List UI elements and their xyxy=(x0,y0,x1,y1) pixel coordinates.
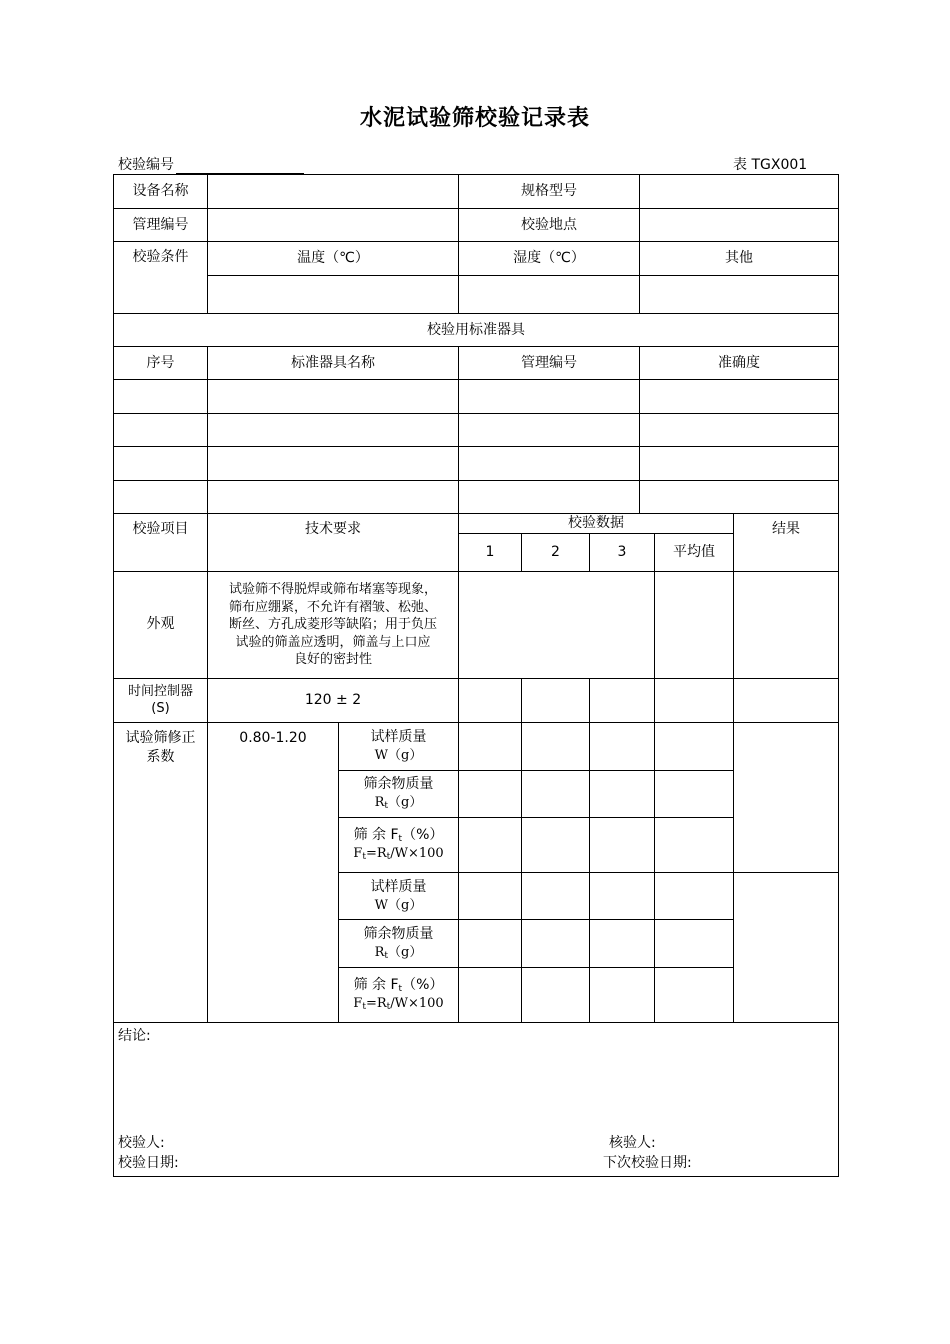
std-cell[interactable] xyxy=(459,447,640,481)
data-cell[interactable] xyxy=(590,817,655,872)
next-date-label: 下次校验日期: xyxy=(603,1154,692,1171)
appearance-data-field[interactable] xyxy=(459,571,655,678)
data-cell[interactable] xyxy=(522,770,590,817)
data-cell[interactable] xyxy=(590,919,655,967)
data-cell[interactable] xyxy=(590,872,655,919)
data-cell[interactable] xyxy=(522,967,590,1022)
date-label: 校验日期: xyxy=(118,1154,179,1171)
std-cell[interactable] xyxy=(208,447,459,481)
residue-formula: $F_t=R_t/W\times 100$ xyxy=(353,996,444,1013)
timer-cell-avg[interactable] xyxy=(655,678,734,722)
timer-requirement: 120 ± 2 xyxy=(208,678,459,722)
data-cell[interactable] xyxy=(522,919,590,967)
std-col-no: 序号 xyxy=(114,347,208,380)
data-col-2: 2 xyxy=(522,533,590,571)
item-label: 校验项目 xyxy=(114,514,208,572)
std-cell[interactable] xyxy=(640,414,839,447)
residue-mass-line2: $R_t(g)$ xyxy=(374,944,423,961)
residue-mass-label xyxy=(339,919,459,967)
std-cell[interactable] xyxy=(459,380,640,414)
conclusion-box[interactable] xyxy=(114,1022,839,1176)
appearance-line: 断丝、方孔成菱形等缺陷；用于负压 xyxy=(228,617,437,633)
appearance-label: 外观 xyxy=(114,571,208,678)
std-cell[interactable] xyxy=(208,380,459,414)
requirement-label: 技术要求 xyxy=(208,514,459,572)
residue-pct-label xyxy=(339,967,459,1022)
table-row xyxy=(114,380,839,414)
result-label: 结果 xyxy=(734,514,839,572)
mgmt-no-label: 管理编号 xyxy=(114,209,208,242)
timer-label xyxy=(114,678,208,722)
std-cell[interactable] xyxy=(208,481,459,514)
data-cell[interactable] xyxy=(655,872,734,919)
coefficient-label-line2: 系数 xyxy=(146,748,175,765)
sample-mass-line1: 试样质量 xyxy=(370,729,427,746)
appearance-line: 试验筛不得脱焊或筛布堵塞等现象， xyxy=(228,582,437,598)
sample-mass-line1: 试样质量 xyxy=(370,878,427,895)
data-cell[interactable] xyxy=(459,817,522,872)
data-cell[interactable] xyxy=(459,919,522,967)
data-cell[interactable] xyxy=(459,967,522,1022)
data-cell[interactable] xyxy=(655,722,734,770)
timer-result[interactable] xyxy=(734,678,839,722)
data-col-1: 1 xyxy=(459,533,522,571)
data-cell[interactable] xyxy=(590,967,655,1022)
data-cell[interactable] xyxy=(522,872,590,919)
appearance-line: 试验的筛盖应透明，筛盖与上口应 xyxy=(235,634,431,650)
humidity-field[interactable] xyxy=(459,276,640,314)
data-cell[interactable] xyxy=(522,817,590,872)
temp-field[interactable] xyxy=(208,276,459,314)
location-field[interactable] xyxy=(640,209,839,242)
data-cell[interactable] xyxy=(459,722,522,770)
coefficient-result-2[interactable] xyxy=(734,872,839,1022)
equipment-name-field[interactable] xyxy=(208,175,459,209)
data-col-3: 3 xyxy=(590,533,655,571)
record-form xyxy=(113,174,839,1177)
data-cell[interactable] xyxy=(655,770,734,817)
checker-label: 核验人: xyxy=(609,1134,656,1151)
data-cell[interactable] xyxy=(522,722,590,770)
data-col-avg: 平均值 xyxy=(655,533,734,571)
appearance-line: 良好的密封性 xyxy=(293,652,372,668)
humidity-label: 湿度（℃） xyxy=(459,242,640,276)
data-cell[interactable] xyxy=(655,967,734,1022)
std-col-name: 标准器具名称 xyxy=(208,347,459,380)
timer-cell-2[interactable] xyxy=(522,678,590,722)
std-cell[interactable] xyxy=(114,414,208,447)
model-label: 规格型号 xyxy=(459,175,640,209)
standards-title: 校验用标准器具 xyxy=(114,314,839,347)
data-cell[interactable] xyxy=(655,817,734,872)
other-label: 其他 xyxy=(640,242,839,276)
std-cell[interactable] xyxy=(114,380,208,414)
data-cell[interactable] xyxy=(590,722,655,770)
sample-mass-line2: W（g） xyxy=(374,897,423,913)
timer-cell-1[interactable] xyxy=(459,678,522,722)
timer-cell-3[interactable] xyxy=(590,678,655,722)
timer-label-line1: 时间控制器 xyxy=(127,684,193,700)
data-cell[interactable] xyxy=(590,770,655,817)
residue-pct-line1: 筛 余 $F_t(\%)$ xyxy=(353,977,444,995)
data-cell[interactable] xyxy=(459,872,522,919)
std-cell[interactable] xyxy=(640,481,839,514)
std-cell[interactable] xyxy=(208,414,459,447)
std-col-mgmt: 管理编号 xyxy=(459,347,640,380)
residue-pct-label xyxy=(339,817,459,872)
temp-label: 温度（℃） xyxy=(208,242,459,276)
data-cell[interactable] xyxy=(655,919,734,967)
residue-mass-line1: 筛余物质量 xyxy=(363,925,434,942)
conditions-label: 校验条件 xyxy=(114,242,208,314)
page-title: 水泥试验筛校验记录表 xyxy=(359,106,590,131)
record-no-field[interactable] xyxy=(176,159,304,174)
appearance-line: 筛布应绷紧，不允许有褶皱、松弛、 xyxy=(228,599,437,615)
table-row xyxy=(114,481,839,514)
location-label: 校验地点 xyxy=(459,209,640,242)
residue-mass-line1: 筛余物质量 xyxy=(363,776,434,793)
coefficient-label xyxy=(114,722,208,1022)
std-cell[interactable] xyxy=(459,414,640,447)
equipment-name-label: 设备名称 xyxy=(114,175,208,209)
appearance-result-field[interactable] xyxy=(734,571,839,678)
residue-formula: $F_t=R_t/W\times 100$ xyxy=(353,846,444,863)
conclusion-label: 结论: xyxy=(118,1027,151,1044)
std-cell[interactable] xyxy=(640,380,839,414)
sample-mass-label xyxy=(339,722,459,770)
data-cell[interactable] xyxy=(459,770,522,817)
sample-mass-label xyxy=(339,872,459,919)
std-cell[interactable] xyxy=(640,447,839,481)
std-cell[interactable] xyxy=(459,481,640,514)
timer-label-line2: (S) xyxy=(151,700,170,716)
std-cell[interactable] xyxy=(114,481,208,514)
residue-mass-label xyxy=(339,770,459,817)
coefficient-label-line1: 试验筛修正 xyxy=(125,729,196,746)
mgmt-no-field[interactable] xyxy=(208,209,459,242)
residue-pct-line1: 筛 余 $F_t(\%)$ xyxy=(353,827,444,845)
appearance-avg-field[interactable] xyxy=(655,571,734,678)
coefficient-requirement: 0.80-1.20 xyxy=(208,722,339,1022)
other-field[interactable] xyxy=(640,276,839,314)
coefficient-result-1[interactable] xyxy=(734,722,839,872)
std-col-accuracy: 准确度 xyxy=(640,347,839,380)
inspector-label: 校验人: xyxy=(118,1134,165,1151)
std-cell[interactable] xyxy=(114,447,208,481)
appearance-requirement xyxy=(208,571,459,678)
form-code: 表 TGX001 xyxy=(733,157,808,173)
residue-mass-line2: $R_t(g)$ xyxy=(374,795,423,812)
table-row xyxy=(114,414,839,447)
table-row xyxy=(114,447,839,481)
model-field[interactable] xyxy=(640,175,839,209)
record-no xyxy=(118,154,304,174)
data-label: 校验数据 xyxy=(459,514,734,534)
sample-mass-line2: W（g） xyxy=(374,748,423,764)
record-no-label: 校验编号 xyxy=(118,157,174,173)
